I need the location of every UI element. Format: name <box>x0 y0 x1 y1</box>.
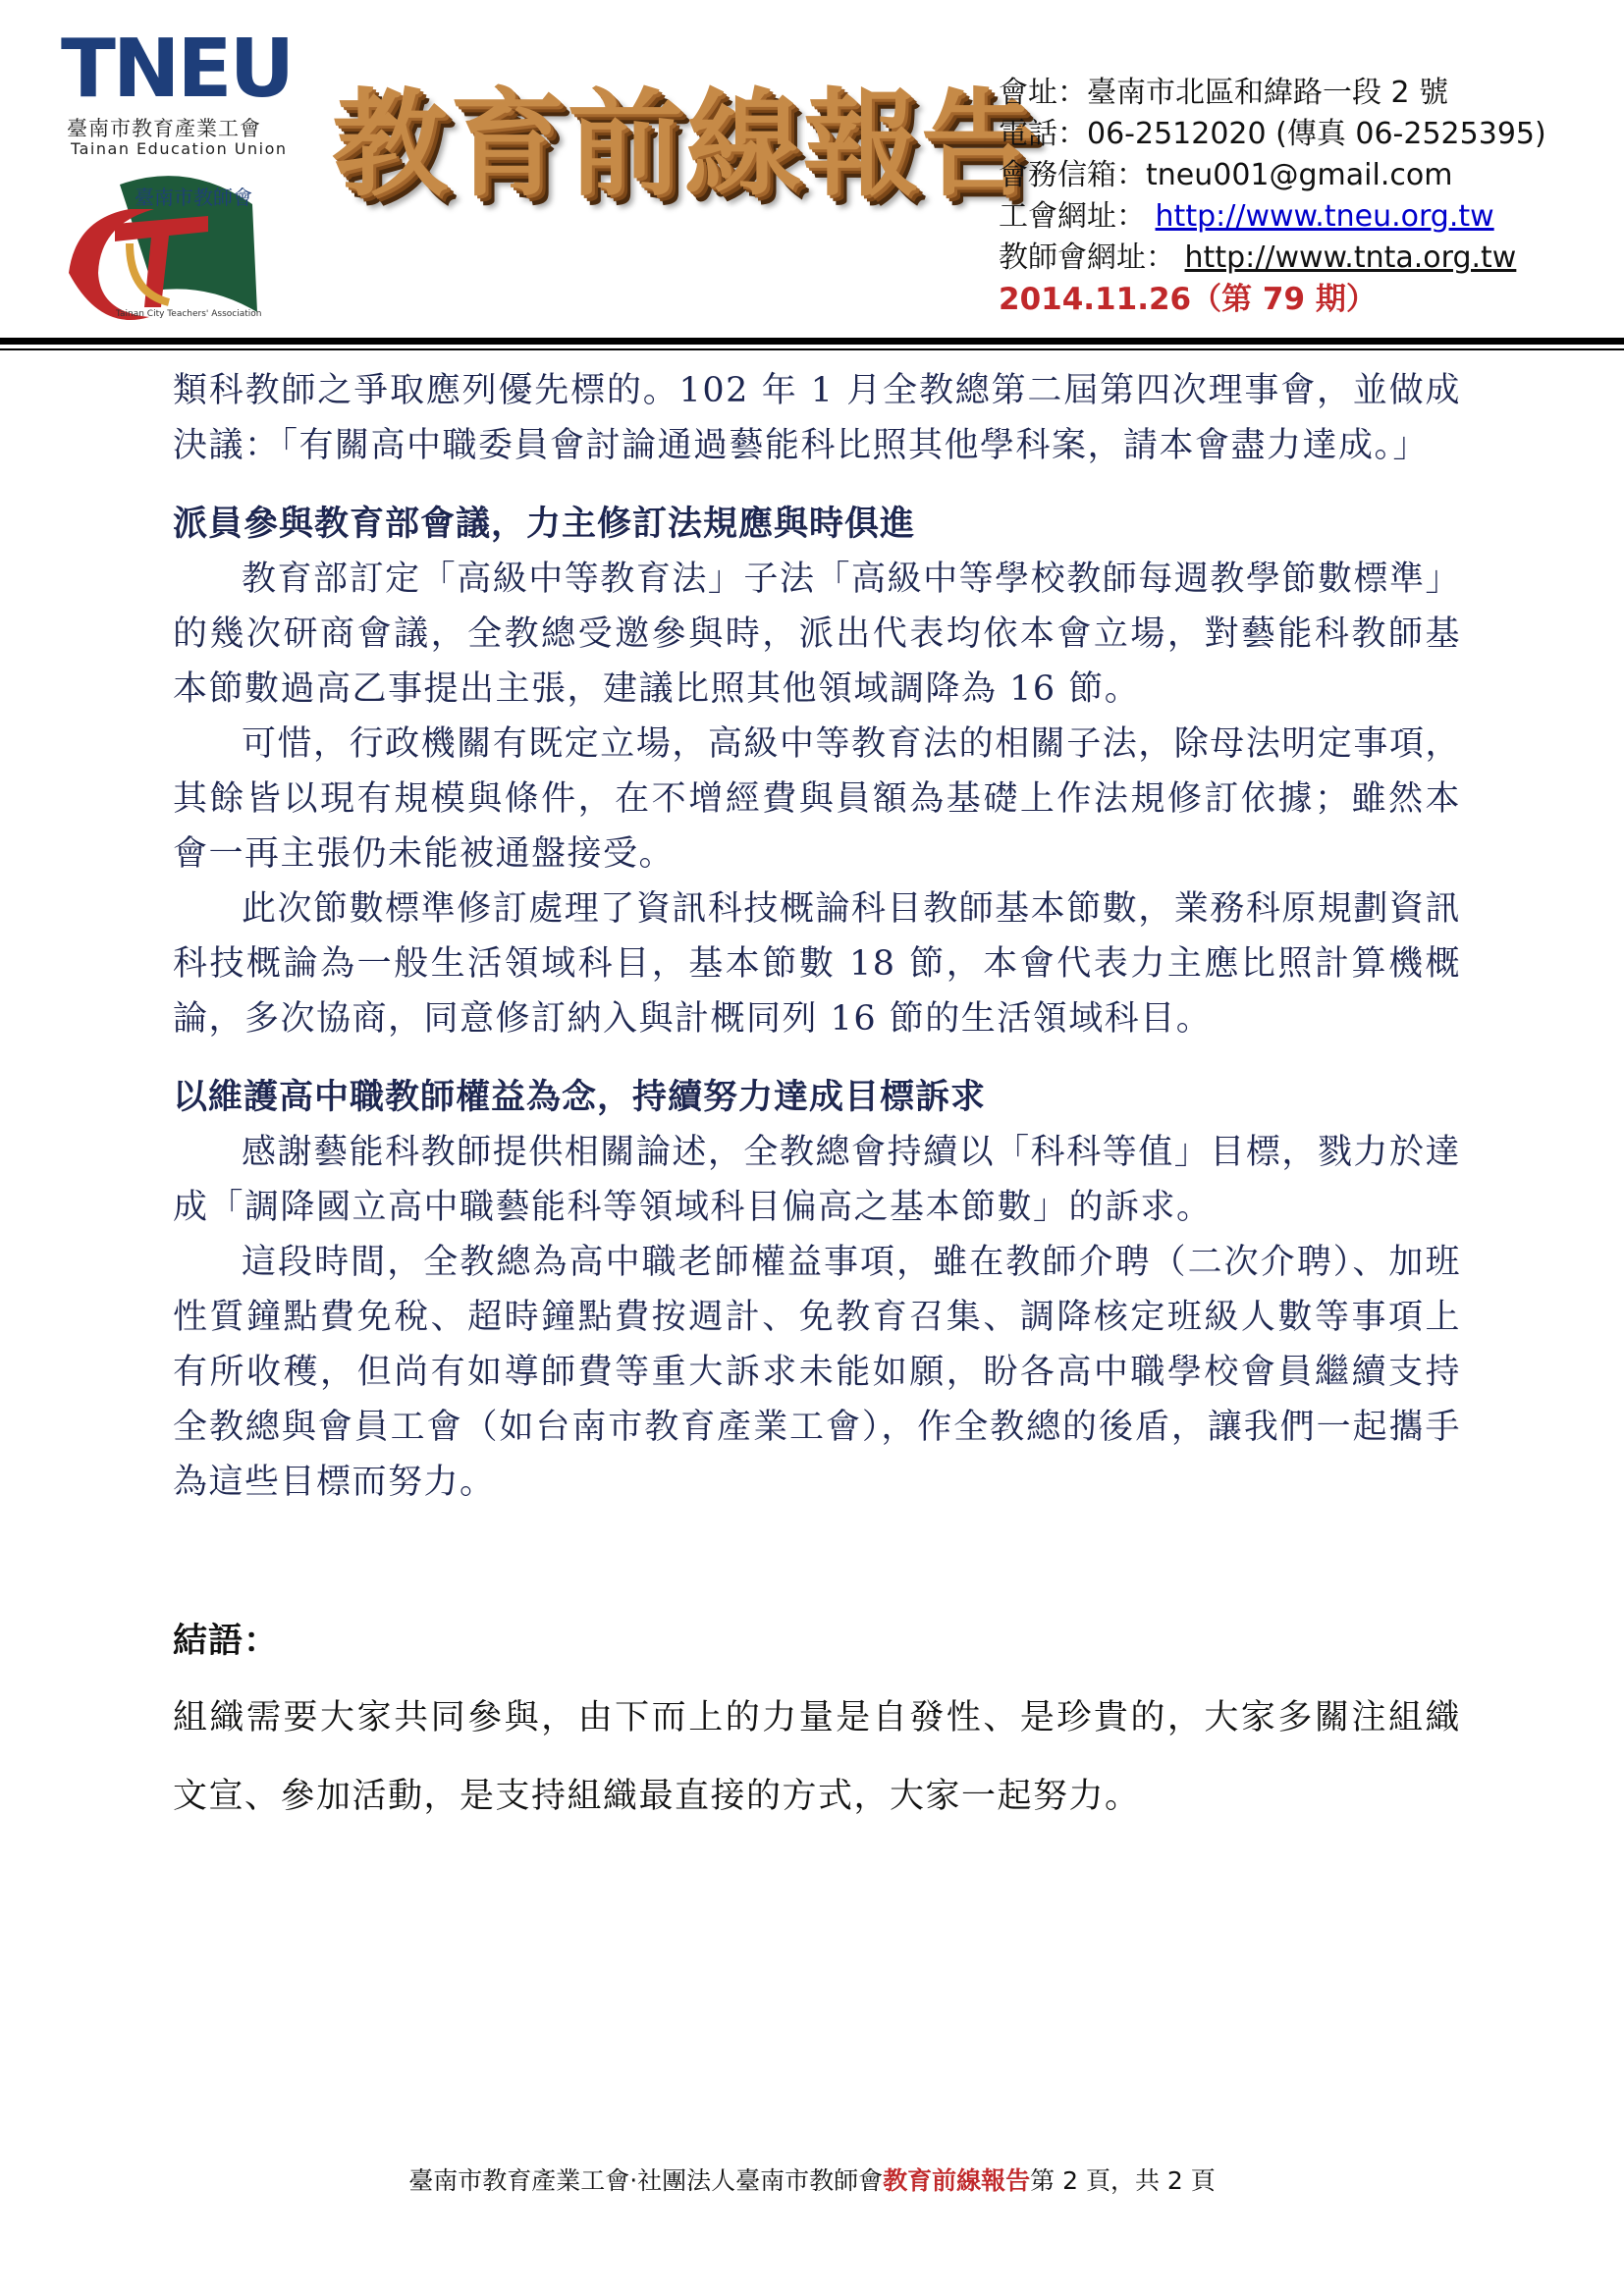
union-name-en: Tainan Education Union <box>71 139 288 158</box>
section2-paragraph: 感謝藝能科教師提供相關論述，全教總會持續以「科科等值」目標，戮力於達成「調降國立高中職藝能科等領域科目偏高之基本節數」的訴求。 <box>173 1133 1461 1227</box>
section2-paragraph: 這段時間，全教總為高中職老師權益事項，雖在教師介聘（二次介聘）、加班性質鐘點費免稅、超時鐘點費按週計、免教育召集、調降核定班級人數等事項上有所收穫，但尚有如導師費等重大訴求未能如願，盼各高中職學校會員繼續支持全教總與會員工會（如台南市教育產業工會），作全教總的後盾，讓我們一起攜手為這些目標而努力。 <box>173 1243 1461 1502</box>
address: 會址：臺南市北區和緯路一段 2 號 <box>999 76 1449 110</box>
header-divider-thin <box>0 348 1624 350</box>
section1-paragraph: 可惜，行政機關有既定立場，高級中等教育法的相關子法，除母法明定事項，其餘皆以現有規模與條件，在不增經費與員額為基礎上作法規修訂依據；雖然本會一再主張仍未能被通盤接受。 <box>173 724 1461 874</box>
conclusion-heading: 結語： <box>173 1621 280 1661</box>
teacher-site-label: 教師會網址： <box>999 240 1175 275</box>
section1-paragraph: 此次節數標準修訂處理了資訊科技概論科目教師基本節數，業務科原規劃資訊科技概論為一般生活領域科目，基本節數 18 節，本會代表力主應比照計算機概論，多次協商，同意修訂納入與計概同列 16 節的生活領域科目。 <box>173 889 1461 1039</box>
footer-brand: 教育前線報告 <box>883 2166 1031 2195</box>
masthead-title: 教育前線報告 <box>332 77 1040 212</box>
teacher-site <box>999 238 1546 279</box>
page-header <box>0 0 1624 353</box>
intro-paragraph: 類科教師之爭取應列優先標的。102 年 1 月全教總第二屆第四次理事會，並做成決議：「有關高中職委員會討論通過藝能科比照其他學科案，請本會盡力達成。」 <box>173 371 1461 465</box>
page-footer <box>0 2162 1624 2197</box>
article-body <box>173 363 1461 1836</box>
section2-heading: 以維護高中職教師權益為念，持續努力達成目標訴求 <box>173 1077 987 1117</box>
phone: 電話：06-2512020 (傳真 06-2525395) <box>999 117 1546 151</box>
email: 會務信箱：tneu001@gmail.com <box>999 158 1453 192</box>
union-site <box>999 196 1546 238</box>
conclusion-paragraph: 組織需要大家共同參與，由下而上的力量是自發性、是珍貴的，大家多關注組織文宣、參加活動，是支持組織最直接的方式，大家一起努力。 <box>173 1698 1461 1816</box>
header-divider-thick <box>0 338 1624 345</box>
section1-paragraph: 教育部訂定「高級中等教育法」子法「高級中等學校教師每週教學節數標準」的幾次研商會議，全教總受邀參與時，派出代表均依本會立場，對藝能科教師基本節數過高乙事提出主張，建議比照其他領域調降為 16 節。 <box>173 560 1461 709</box>
footer-org: 臺南市教育產業工會‧社團法人臺南市教師會 <box>408 2166 884 2195</box>
teachers-association-seal-icon <box>61 165 282 332</box>
contact-block <box>999 73 1546 320</box>
section1-heading: 派員參與教育部會議，力主修訂法規應與時俱進 <box>173 504 916 544</box>
issue-date: 2014.11.26（第 79 期） <box>999 282 1377 317</box>
seal-caption: Tainan City Teachers' Association <box>116 309 262 319</box>
seal-text: 臺南市教師會 <box>135 186 252 209</box>
union-site-label: 工會網址： <box>999 199 1146 234</box>
union-site-link[interactable]: http://www.tneu.org.tw <box>1155 199 1494 234</box>
tneu-logo: TNEU <box>61 23 293 116</box>
union-name-zh: 臺南市教育產業工會 <box>67 117 261 140</box>
teacher-site-link[interactable]: http://www.tnta.org.tw <box>1184 240 1517 275</box>
footer-page-number: 第 2 頁，共 2 頁 <box>1030 2166 1216 2195</box>
